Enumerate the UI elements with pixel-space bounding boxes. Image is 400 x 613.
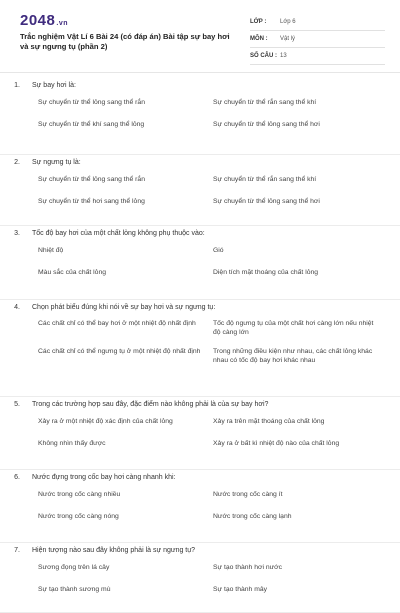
- question-5: [0, 397, 400, 470]
- answer-option[interactable]: Nhiệt độ: [38, 247, 64, 254]
- answer-option[interactable]: Gió: [213, 247, 224, 254]
- answer-option[interactable]: Xảy ra ở một nhiệt độ xác định của chất lỏng: [38, 418, 173, 425]
- answer-option[interactable]: Nước trong cốc càng nóng: [38, 513, 119, 520]
- question-text: Sự ngưng tụ là:: [32, 159, 81, 166]
- answer-option[interactable]: Sự chuyển từ thể lỏng sang thể hơi: [213, 198, 320, 205]
- meta-info: [250, 14, 385, 65]
- meta-label: MÔN :: [250, 36, 268, 42]
- site-logo[interactable]: [20, 12, 68, 29]
- logo-sub: .vn: [56, 20, 68, 27]
- meta-value: 13: [280, 53, 287, 59]
- question-number: 6.: [14, 474, 20, 481]
- meta-label: SỐ CÂU :: [250, 53, 277, 59]
- answer-option[interactable]: Trong những điều kiện như nhau, các chất lỏng khác nhau có tốc độ bay hơi khác nhau: [213, 348, 373, 364]
- question-7: [0, 543, 400, 613]
- answer-option[interactable]: Sự chuyển từ thể lỏng sang thể rắn: [38, 99, 145, 106]
- question-header: [0, 470, 400, 481]
- answer-option[interactable]: Sự chuyển từ thể hơi sang thể lỏng: [38, 198, 145, 205]
- question-text: Sự bay hơi là:: [32, 82, 76, 89]
- answer-option[interactable]: Sự chuyển từ thể rắn sang thể khí: [213, 176, 317, 183]
- page-title: Trắc nghiệm Vật Lí 6 Bài 24 (có đáp án) Bài tập sự bay hơi và sự ngưng tụ (phần 2): [20, 32, 230, 51]
- question-number: 3.: [14, 230, 20, 237]
- meta-row-subject: [250, 31, 385, 48]
- question-header: [0, 397, 400, 408]
- logo-main: 2048: [20, 12, 56, 29]
- answer-options: [0, 490, 400, 521]
- answer-option[interactable]: Sự chuyển từ thể rắn sang thể khí: [213, 99, 317, 106]
- question-header: [0, 78, 400, 89]
- answer-option[interactable]: Sự tạo thành hơi nước: [213, 564, 283, 571]
- answer-option[interactable]: Tốc độ ngưng tụ của một chất hơi càng lớn nếu nhiệt độ càng lớn: [213, 320, 374, 336]
- answer-options: [0, 98, 400, 129]
- question-4: [0, 300, 400, 397]
- answer-option[interactable]: Nước trong cốc càng nhiều: [38, 491, 121, 498]
- meta-label: LỚP :: [250, 19, 267, 25]
- meta-row-count: [250, 48, 385, 65]
- answer-option[interactable]: Nước trong cốc càng lạnh: [213, 513, 292, 520]
- answer-option[interactable]: Các chất chỉ có thể ngưng tụ ở một nhiệt độ nhất định: [38, 348, 201, 355]
- answer-option[interactable]: Sự chuyển từ thể lỏng sang thể hơi: [213, 121, 320, 128]
- question-text: Nước đựng trong cốc bay hơi càng nhanh khi:: [32, 474, 176, 481]
- question-1: [0, 78, 400, 155]
- question-header: [0, 300, 400, 311]
- question-header: [0, 226, 400, 237]
- question-text: Trong các trường hợp sau đây, đặc điểm nào không phải là của sự bay hơi?: [32, 401, 269, 408]
- meta-value: Vật lý: [280, 36, 296, 42]
- question-text: Chọn phát biểu đúng khi nói về sự bay hơi và sự ngưng tụ:: [32, 304, 216, 311]
- question-text: Hiện tượng nào sau đây không phải là sự ngưng tụ?: [32, 547, 196, 554]
- answer-option[interactable]: Màu sắc của chất lỏng: [38, 269, 107, 276]
- answer-option[interactable]: Các chất chỉ có thể bay hơi ở một nhiệt độ nhất định: [38, 320, 196, 327]
- page-header: [0, 0, 400, 70]
- answer-option[interactable]: Nước trong cốc càng ít: [213, 491, 283, 498]
- question-2: [0, 155, 400, 226]
- question-header: [0, 155, 400, 166]
- question-3: [0, 226, 400, 300]
- answer-options: [0, 246, 400, 277]
- answer-option[interactable]: Sự chuyển từ thể khí sang thể lỏng: [38, 121, 145, 128]
- question-list: [0, 78, 400, 613]
- question-number: 5.: [14, 401, 20, 408]
- question-number: 1.: [14, 82, 20, 89]
- answer-option[interactable]: Sự tạo thành mây: [213, 586, 268, 593]
- meta-value: Lớp 6: [280, 19, 296, 25]
- question-number: 2.: [14, 159, 20, 166]
- question-number: 7.: [14, 547, 20, 554]
- answer-option[interactable]: Xảy ra ở bất kì nhiệt độ nào của chất lỏng: [213, 440, 340, 447]
- answer-option[interactable]: Sự tạo thành sương mù: [38, 586, 111, 593]
- answer-options: [0, 319, 400, 365]
- answer-option[interactable]: Sự chuyển từ thể lỏng sang thể rắn: [38, 176, 145, 183]
- question-header: [0, 543, 400, 554]
- answer-option[interactable]: Xảy ra trên mặt thoáng của chất lỏng: [213, 418, 325, 425]
- question-text: Tốc độ bay hơi của một chất lỏng không phụ thuộc vào:: [32, 230, 205, 237]
- answer-option[interactable]: Sương đọng trên lá cây: [38, 564, 110, 571]
- answer-options: [0, 417, 400, 448]
- answer-options: [0, 175, 400, 206]
- answer-option[interactable]: Không nhìn thấy được: [38, 440, 106, 447]
- answer-options: [0, 563, 400, 594]
- question-6: [0, 470, 400, 543]
- question-number: 4.: [14, 304, 20, 311]
- answer-option[interactable]: Diện tích mặt thoáng của chất lỏng: [213, 269, 319, 276]
- header-divider: [0, 72, 400, 73]
- meta-row-class: [250, 14, 385, 31]
